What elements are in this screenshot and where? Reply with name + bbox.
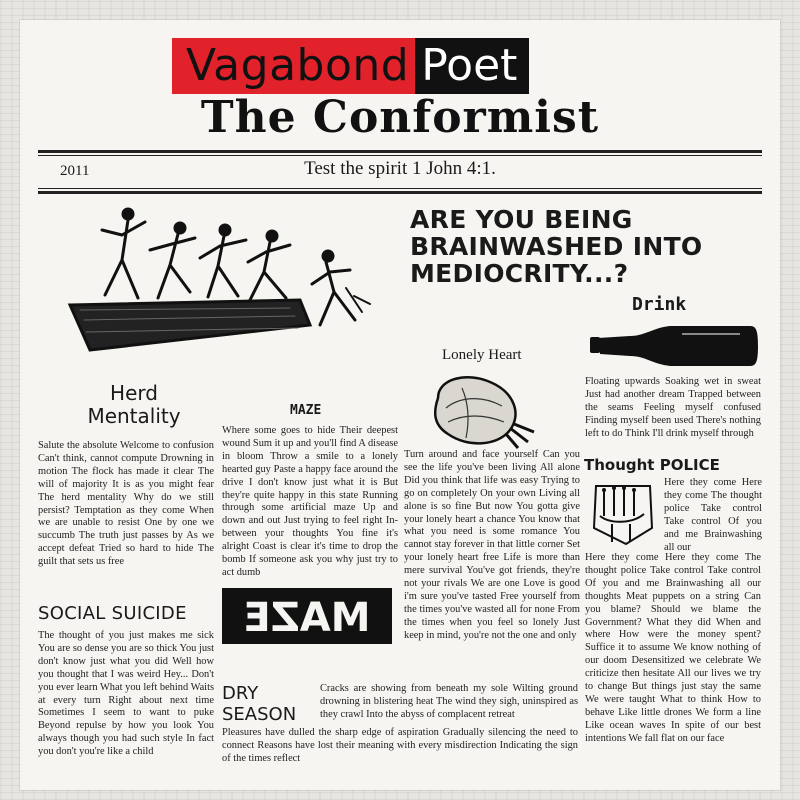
- album-title: The Conformist: [200, 92, 600, 143]
- drink-text: Floating upwards Soaking wet in sweat Just had another dream Trapped between the seams Feeling myself confused Finding myself been used There's nothing left to do Think I'll drink myself through: [585, 376, 761, 439]
- drink-heading: Drink: [632, 294, 687, 315]
- fist-illustration: [586, 478, 660, 550]
- heart-illustration: [418, 368, 538, 450]
- lonely-heart-text: Turn around and face yourself Can you see the life you've been living All alone Did you think that life was easy Trying to go on completely On your own Living all alone is so fine But now You gotta give your lonely heart a chance You know that what you need is some romance You cannot stay forever in that little corner Set your lonely heart free Life is more than mere survival You've got friends, they're not your rivals We are one Love is good i'm sure you've tasted Free yourself from the times you've wasted all for none From the times when you feel so lonely Just keep in mind, you're not the one and only: [404, 449, 580, 641]
- brand-logo: [172, 38, 529, 94]
- rule-bottom: [38, 191, 762, 194]
- tagline: Test the spirit 1 John 4:1.: [304, 158, 496, 179]
- bottle-icon: [590, 320, 760, 372]
- rule-bottom-thin: [38, 188, 762, 189]
- rule-top: [38, 150, 762, 153]
- issue-year: 2011: [60, 163, 90, 179]
- thought-police-heading: Thought POLICE: [584, 456, 720, 474]
- maze-logo-text: MAZE: [243, 595, 371, 641]
- pleasures-text: Pleasures have dulled the sharp edge of aspiration Gradually silencing the need to connect Reasons have lost their meaning with every misdirection Indicating the sign of the times reflect: [222, 727, 578, 764]
- lonely-heart-heading: Lonely Heart: [442, 347, 522, 363]
- maze-logo: [222, 588, 392, 644]
- maze-text: Where some goes to hide Their deepest wound Sum it up and you'll find A disease in bloom Throw a smile to a lonely hearted guy Paste a happy face around the drive I don't know just what it is But they're quite happy in this state Running through some artificial maze Up and down and out Just trying to feel right In-between your thoughts You fine it's alright Coast is clear it's time to drop the bomb If someone ask you why just try to act dumb: [222, 425, 398, 578]
- headline: ARE YOU BEING BRAINWASHED INTO MEDIOCRITY...?: [410, 205, 703, 288]
- thought-police-text: Here they come Here they come The thought police Take control Take control Of you and me Brainwashing all our thoughts Meat puppets on a string Can you blame? Should we blame the Government? What they did When and where How were the money spent? Suffice it to assume We know nothing of our doom Desensitized we celebrate We criticize then hesitate All our lives we try to change But things just stay the same We were taught What to think How to behave Like little drones We form a line Like ocean waves In spite of our best intentions We fall flat on our face: [585, 552, 761, 744]
- brand-left: Vagabond: [172, 38, 415, 94]
- social-suicide-text: The thought of you just makes me sick You are so dense you are so thick You just don't know just what you did Well how you thought that I was weird Hey... Don't you ever learn What you left behind Waits at every turn Right about next time Sometimes I seem to want to puke Beyond repulse by how you look You always though you had such style In fact you don't you're like a child: [38, 630, 214, 758]
- social-suicide-heading: SOCIAL SUICIDE: [38, 603, 187, 624]
- rule-top-thin: [38, 155, 762, 156]
- herd-mentality-heading: Herd Mentality: [87, 381, 181, 428]
- dry-season-text: Cracks are showing from beneath my sole Wilting ground drowning in blistering heat The wind they sigh, uninspired as they crawl Into the abyss of complacent retreat: [320, 683, 578, 720]
- dancing-figures-illustration: [50, 200, 390, 360]
- thought-police-text-intro: Here they come Here they come The thought police Take control Take control Of you and me Brainwashing all our: [664, 477, 762, 553]
- herd-mentality-text: Salute the absolute Welcome to confusion Can't think, cannot compute Drowning in motion The flock has made it clear The will of majority It is as you might fear The herd mentality Why do we still persist? Temptation as they come When we are unable to resist One by one we succumb The truth just passes by As we accept defeat Tried so hard to hide The guilt that sets us free: [38, 440, 214, 568]
- maze-heading: MAZE: [290, 403, 322, 418]
- dry-season-heading: DRY SEASON: [222, 683, 297, 725]
- brand-right: Poet: [415, 38, 529, 94]
